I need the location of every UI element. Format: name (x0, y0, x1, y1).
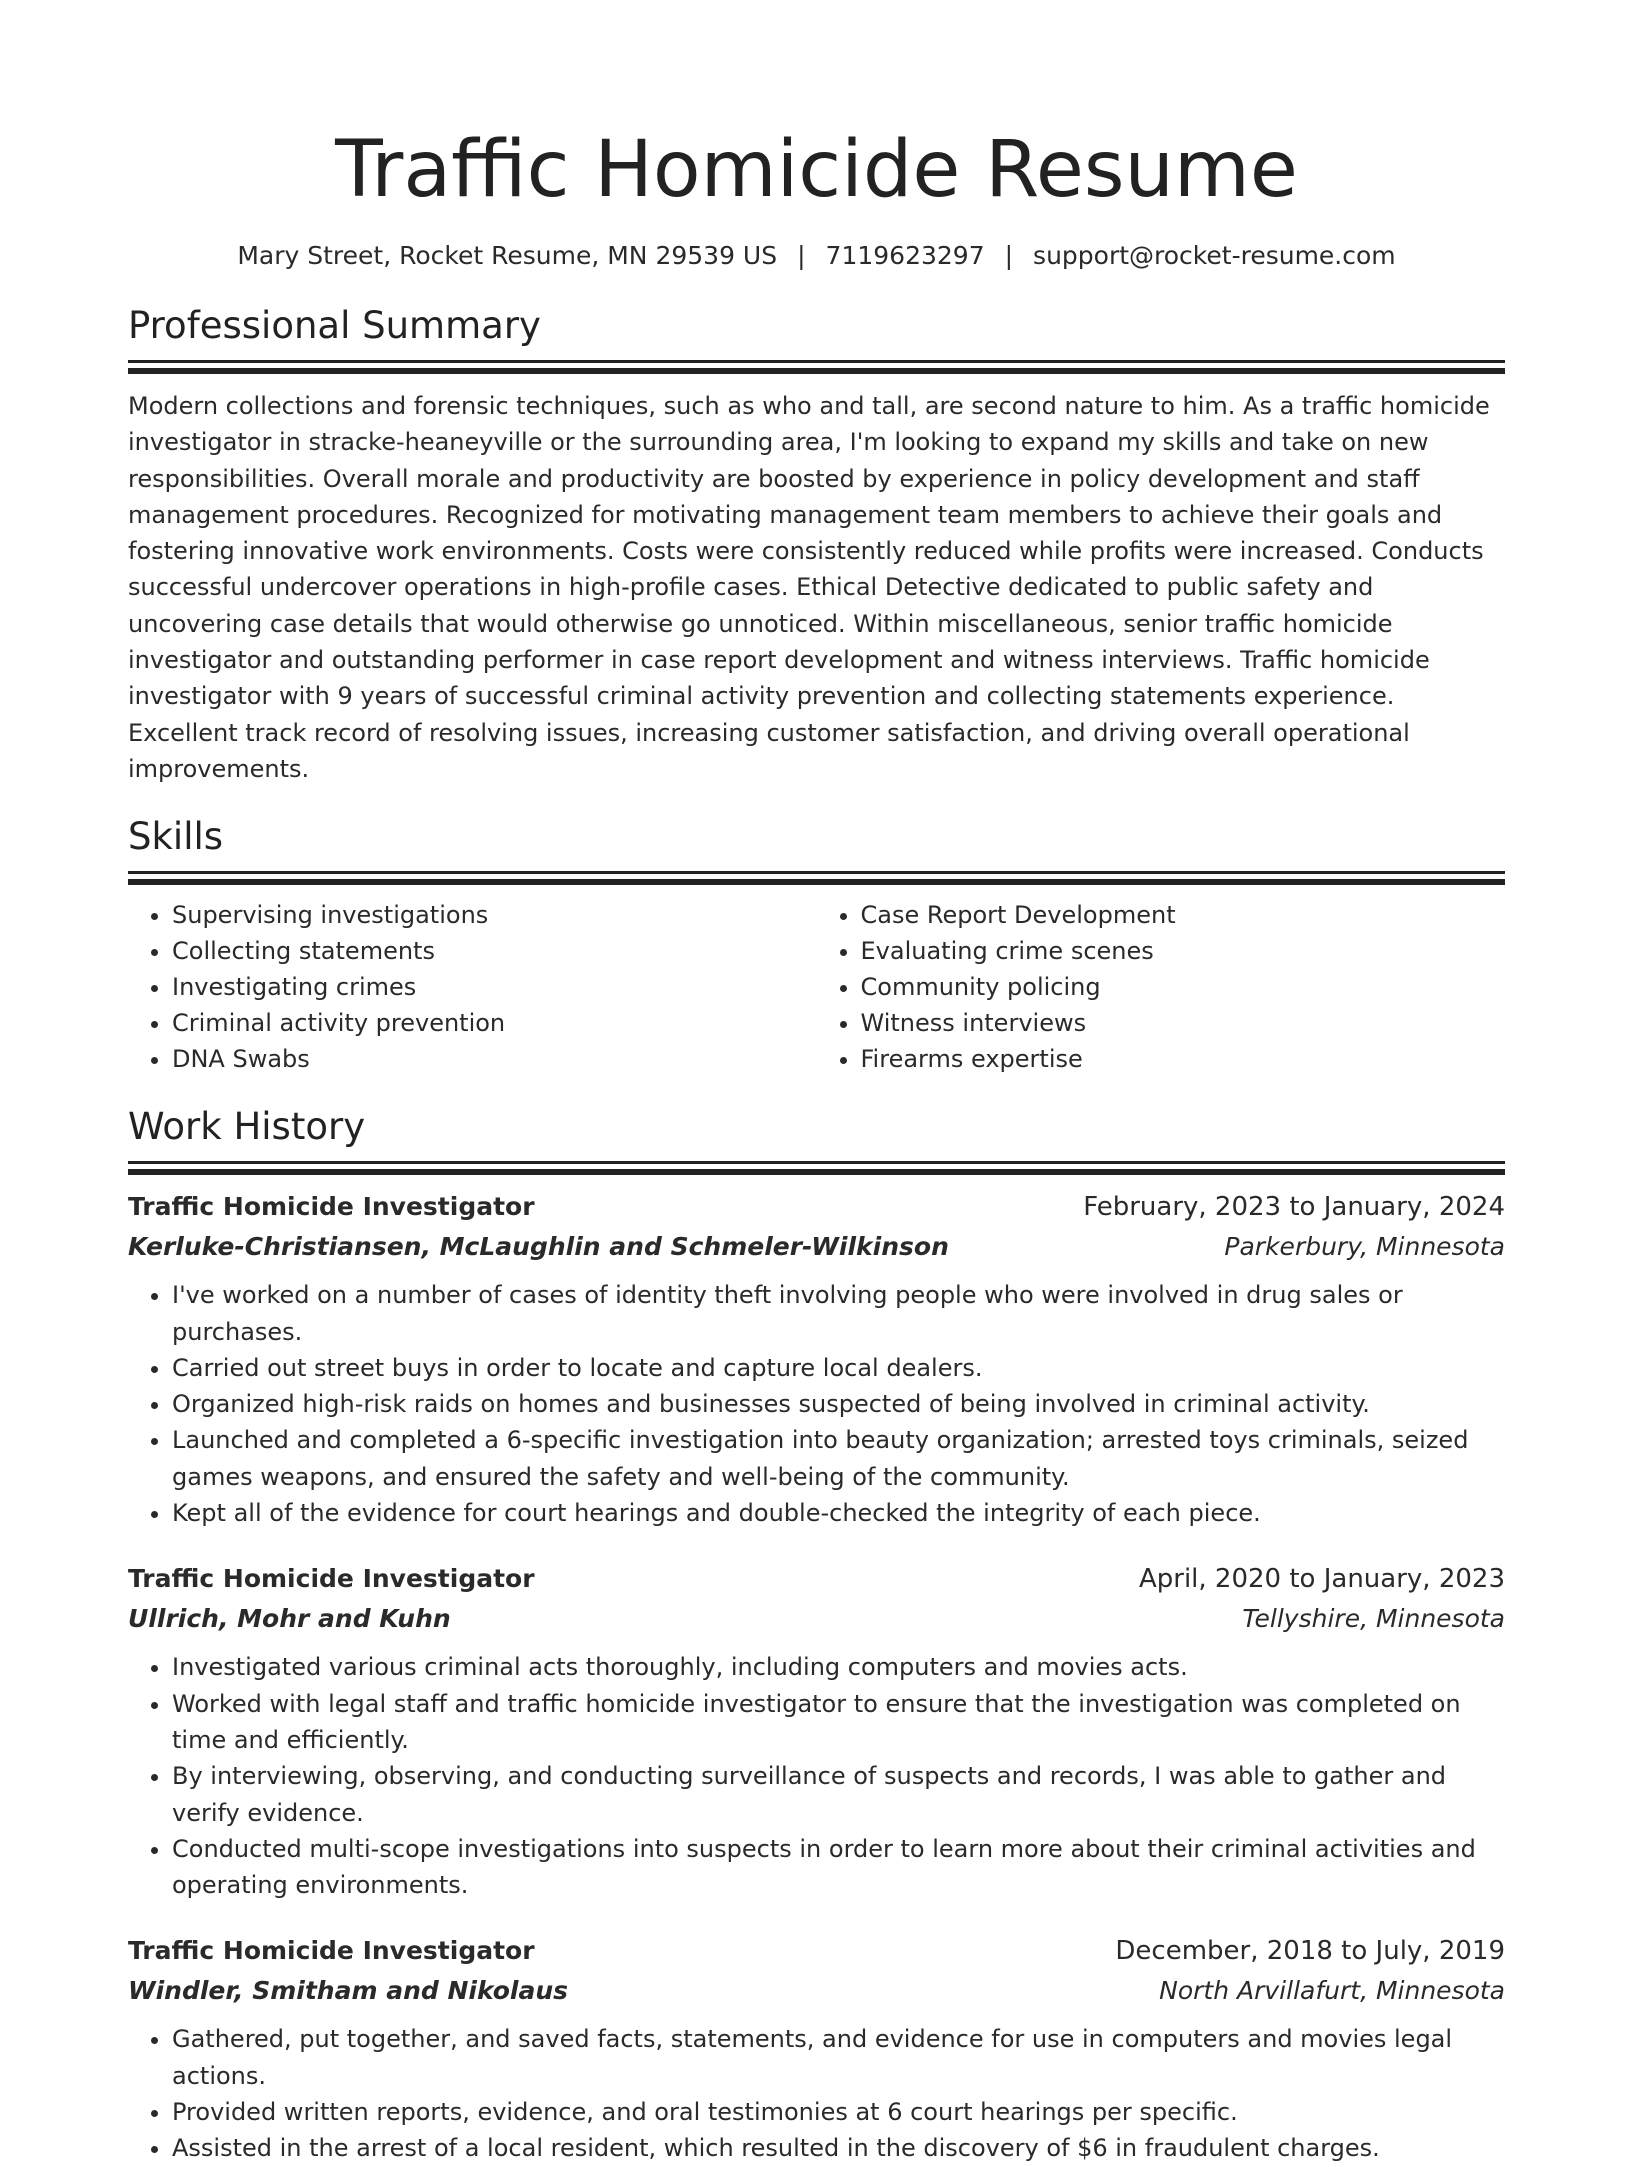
skill-item: • Evaluating crime scenes (861, 933, 1506, 969)
skills-grid (128, 897, 1505, 1077)
contact-email: support@rocket-resume.com (1033, 241, 1396, 270)
skill-item: • Criminal activity prevention (172, 1005, 817, 1041)
job-entry (128, 1931, 1505, 2166)
job-location: North Arvillafurt, Minnesota (1159, 1976, 1505, 2006)
job-bullets (128, 1649, 1505, 1903)
job-bullet: • I've worked on a number of cases of identity theft involving people who were involved in drug sales or purchases. (172, 1277, 1505, 1350)
resume-title: Traffic Homicide Resume (335, 125, 1298, 215)
job-entry (128, 1559, 1505, 1903)
skill-item: • Firearms expertise (861, 1041, 1506, 1077)
job-company-row (128, 1971, 1505, 2011)
contact-phone: 7119623297 (825, 241, 985, 270)
summary-text: Modern collections and forensic techniques, such as who and tall, are second nature to him. As a traffic homicide investigator in stracke-heaneyville or the surrounding area, I'm looking to expand my skills and take on new responsibilities. Overall morale and productivity are boosted by experience in policy development and staff management procedures. Recognized for motivating management team members to achieve their goals and fostering innovative work environments. Costs were consistently reduced while profits were increased. Conducts successful undercover operations in high-profile cases. Ethical Detective dedicated to public safety and uncovering case details that would otherwise go unnoticed. Within miscellaneous, senior traffic homicide investigator and outstanding performer in case report development and witness interviews. Traffic homicide investigator with 9 years of successful criminal activity prevention and collecting statements experience. Excellent track record of resolving issues, increasing customer satisfaction, and driving overall operational improvements. (128, 392, 1490, 783)
job-company-row (128, 1227, 1505, 1267)
skill-item: • Community policing (861, 969, 1506, 1005)
job-dates: December, 2018 to July, 2019 (1115, 1936, 1505, 1967)
job-company-row (128, 1599, 1505, 1639)
job-bullet: • Kept all of the evidence for court hearings and double-checked the integrity of each piece. (172, 1495, 1505, 1531)
job-location: Parkerbury, Minnesota (1224, 1232, 1505, 1262)
skill-item: • Case Report Development (861, 897, 1506, 933)
contact-line (128, 238, 1505, 274)
job-bullets (128, 1277, 1505, 1531)
work-history-heading: Work History (128, 1105, 366, 1149)
skill-item: • DNA Swabs (172, 1041, 817, 1077)
section-rule (128, 871, 1505, 874)
job-bullet: • Conducted multi-scope investigations into suspects in order to learn more about their criminal activities and operating environments. (172, 1831, 1505, 1904)
skills-heading: Skills (128, 815, 224, 859)
job-bullet: • Carried out street buys in order to locate and capture local dealers. (172, 1350, 1505, 1386)
section-rule-thick (128, 879, 1505, 885)
section-rule (128, 1161, 1505, 1164)
job-bullet: • Investigated various criminal acts thoroughly, including computers and movies acts. (172, 1649, 1505, 1685)
job-bullet: • Organized high-risk raids on homes and businesses suspected of being involved in criminal activity. (172, 1386, 1505, 1422)
job-company: Kerluke-Christiansen, McLaughlin and Schmeler-Wilkinson (128, 1232, 949, 1262)
contact-separator: | (1004, 241, 1014, 270)
job-bullet: • Provided written reports, evidence, and oral testimonies at 6 court hearings per specific. (172, 2094, 1505, 2130)
job-company: Windler, Smitham and Nikolaus (128, 1976, 569, 2006)
skills-list-left (128, 897, 817, 1077)
job-title: Traffic Homicide Investigator (128, 1192, 535, 1222)
job-bullet: • Worked with legal staff and traffic homicide investigator to ensure that the investigation was completed on time and efficiently. (172, 1686, 1505, 1759)
job-bullet: • By interviewing, observing, and conducting surveillance of suspects and records, I was able to gather and verify evidence. (172, 1758, 1505, 1831)
section-rule-thick (128, 1169, 1505, 1175)
job-header-row (128, 1931, 1505, 1971)
skill-item: • Witness interviews (861, 1005, 1506, 1041)
job-bullets (128, 2021, 1505, 2166)
job-title: Traffic Homicide Investigator (128, 1564, 535, 1594)
summary-section (128, 302, 1505, 787)
job-bullet: • Assisted in the arrest of a local resident, which resulted in the discovery of $6 in fraudulent charges. (172, 2130, 1505, 2166)
skills-list-right (817, 897, 1506, 1077)
job-bullet: • Gathered, put together, and saved facts, statements, and evidence for use in computers and movies legal actions. (172, 2021, 1505, 2094)
skill-item: • Investigating crimes (172, 969, 817, 1005)
contact-separator: | (797, 241, 806, 270)
job-company: Ullrich, Mohr and Kuhn (128, 1604, 451, 1634)
skill-item: • Supervising investigations (172, 897, 817, 933)
skill-item: • Collecting statements (172, 933, 817, 969)
work-history-section (128, 1103, 1505, 2166)
skills-section (128, 813, 1505, 1077)
job-entry (128, 1187, 1505, 1531)
job-dates: February, 2023 to January, 2024 (1083, 1192, 1505, 1223)
job-title: Traffic Homicide Investigator (128, 1936, 535, 1966)
job-dates: April, 2020 to January, 2023 (1138, 1564, 1505, 1595)
job-location: Tellyshire, Minnesota (1242, 1604, 1505, 1634)
section-rule (128, 360, 1505, 363)
job-bullet: • Launched and completed a 6-specific investigation into beauty organization; arrested toys criminals, seized games weapons, and ensured the safety and well-being of the community. (172, 1422, 1505, 1495)
section-rule-thick (128, 368, 1505, 374)
resume-page (128, 118, 1505, 2167)
job-header-row (128, 1187, 1505, 1227)
job-header-row (128, 1559, 1505, 1599)
summary-heading: Professional Summary (128, 304, 541, 347)
contact-address: Mary Street, Rocket Resume, MN 29539 US (237, 241, 778, 270)
